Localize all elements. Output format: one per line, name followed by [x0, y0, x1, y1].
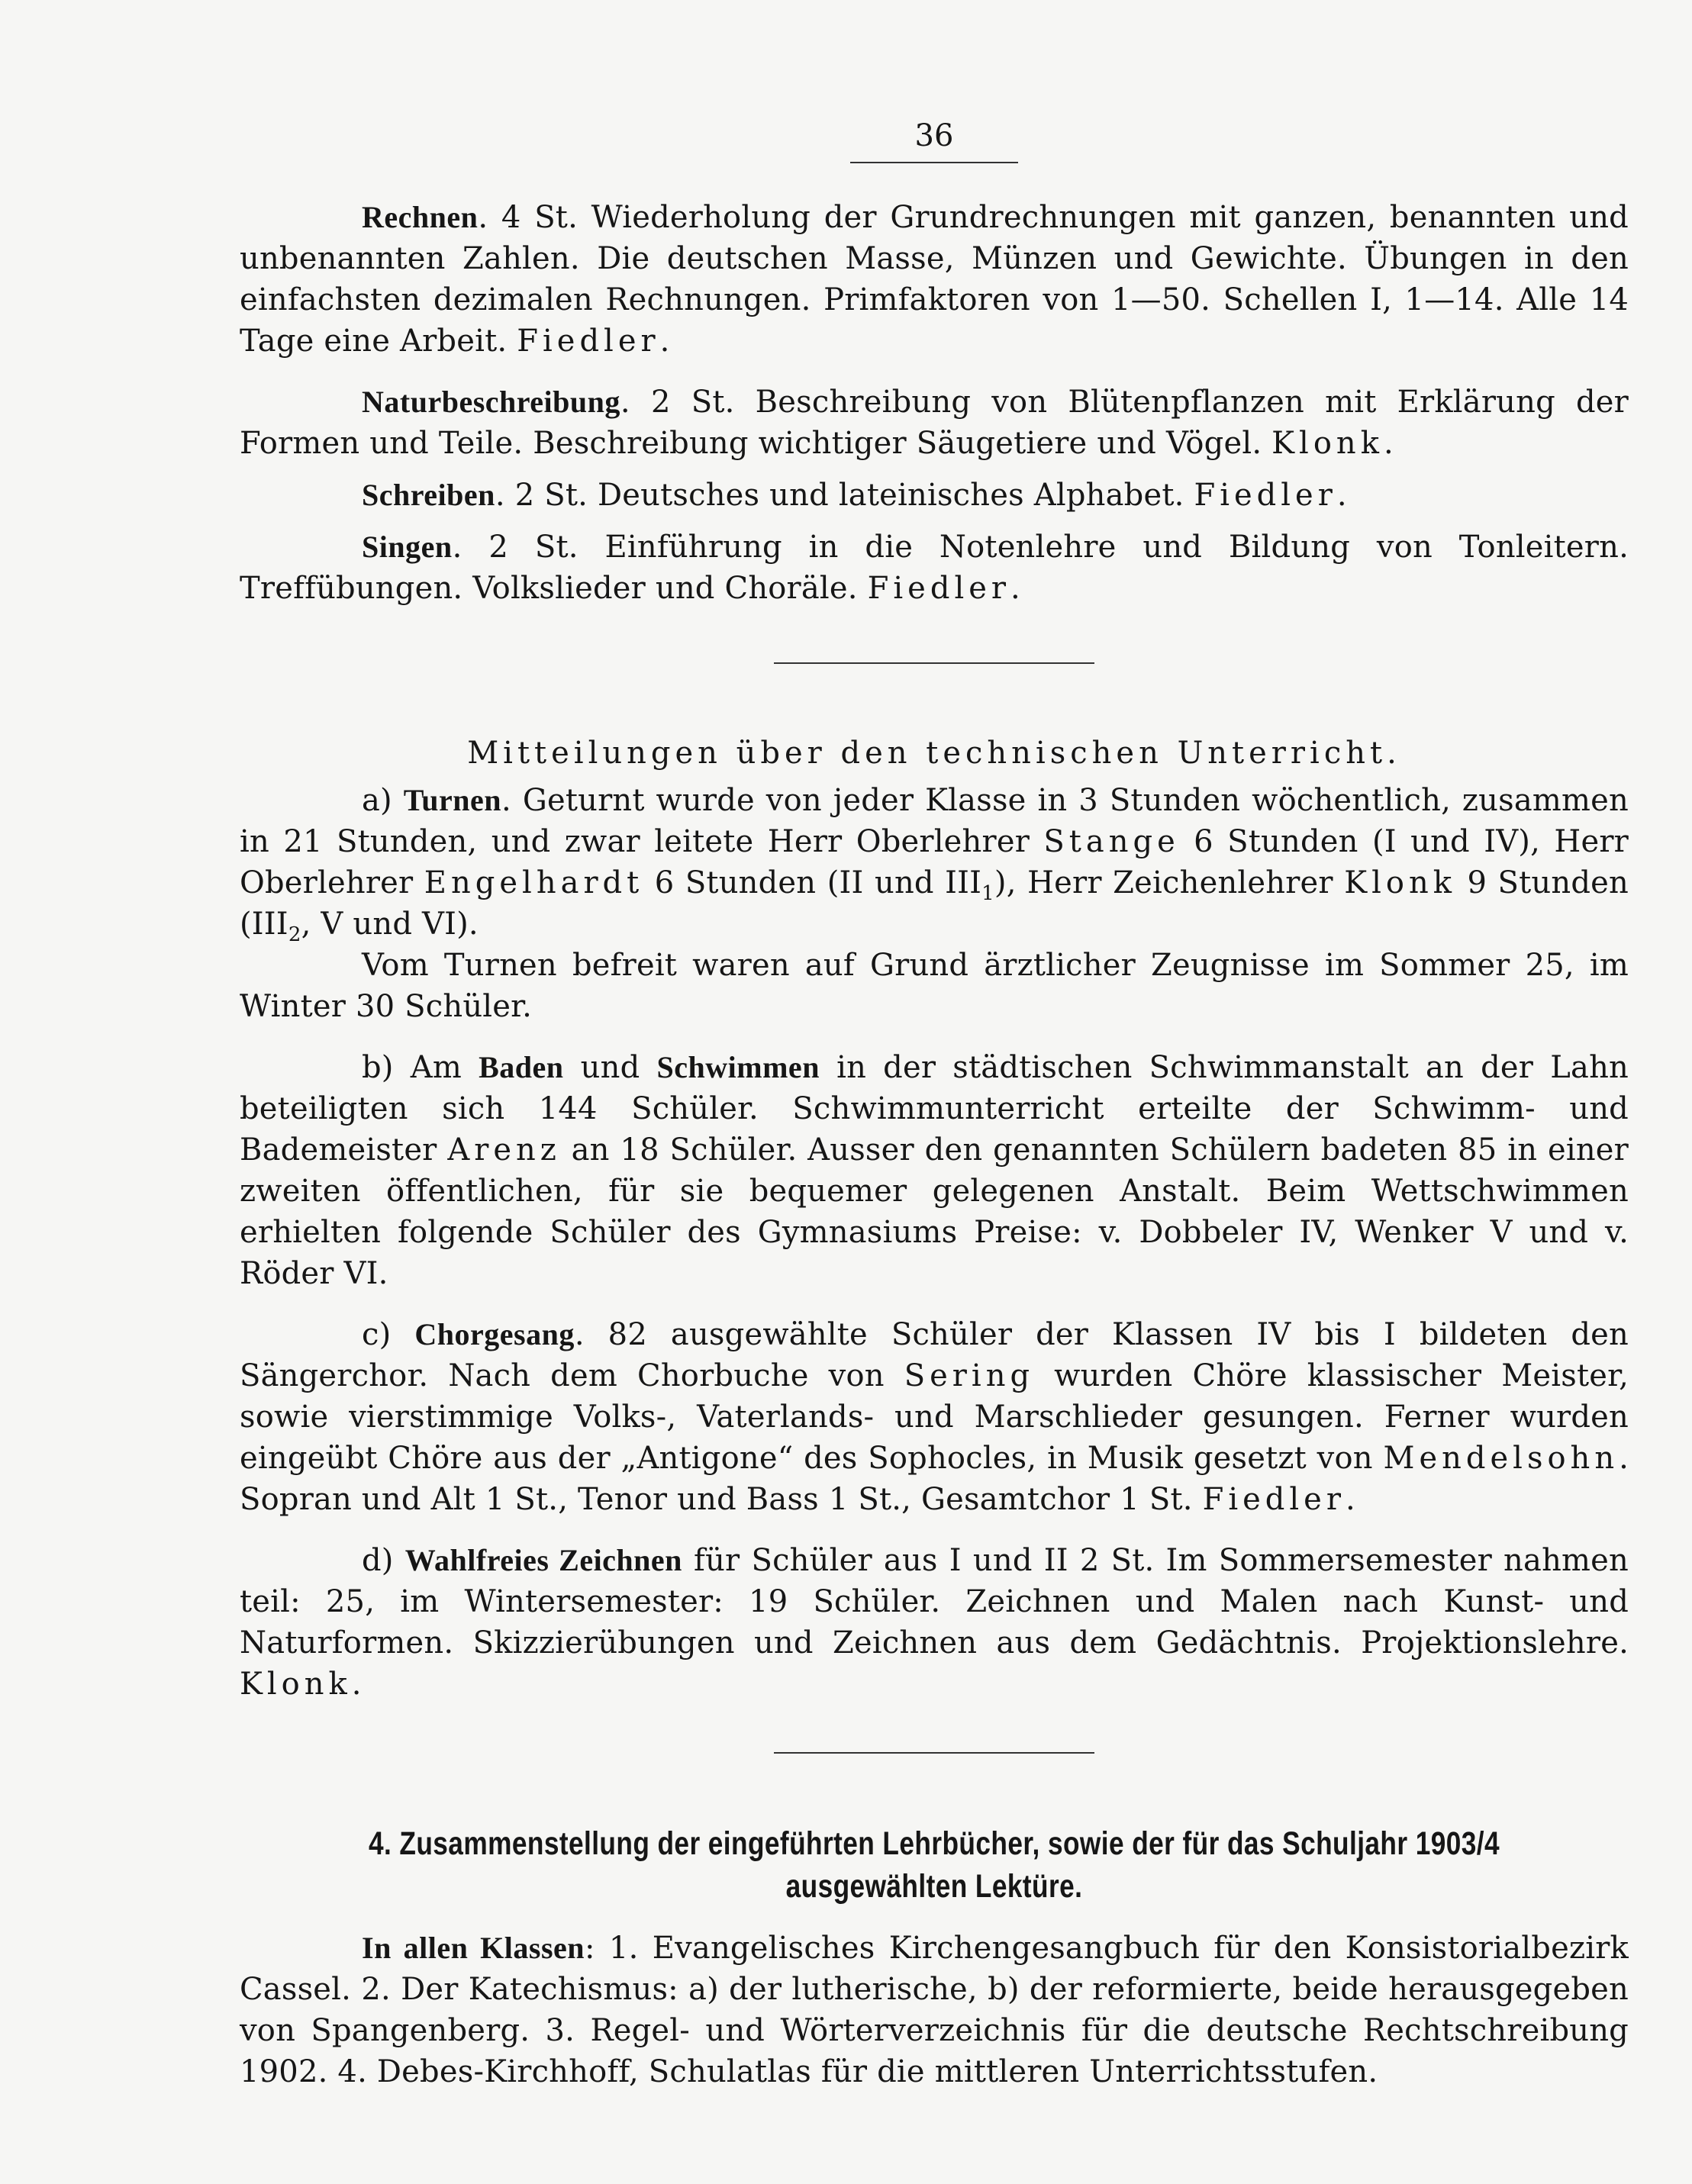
page-number: 36: [914, 118, 954, 153]
subject-text: . 4 St. Wiederholung der Grundrechnungen mit ganzen, benannten und unbenannten Zahlen. Die deutschen Masse, Münzen und Gewichte. Übungen in den einfachsten dezimalen Rechnungen. Primfaktoren von 1—50. Schellen I, 1—14. Alle 14 Tage eine Arbeit.: [240, 200, 1629, 359]
subject-text: . 2 St. Deutsches und lateinisches Alphabet.: [495, 478, 1194, 513]
subject-text: . 2 St. Einführung in die Notenlehre und Bildung von Tonleitern. Treffübungen. Volkslieder und Choräle.: [240, 530, 1629, 606]
paragraph-chorgesang: c) Chorgesang. 82 ausgewählte Schüler der Klassen IV bis I bildeten den Sängerchor. Nach dem Chorbuche von Sering wurden Chöre klassischer Meister, sowie vierstimmige Volks-, Vaterlands- und Marschlieder gesungen. Ferner wurden eingeübt Chöre aus der „Antigone“ des Sophocles, in Musik gesetzt von Mendelsohn. Sopran und Alt 1 St., Tenor und Bass 1 St., Gesamtchor 1 St. Fiedler.: [240, 1317, 1629, 1517]
subject-title: Chorgesang: [414, 1317, 575, 1351]
subject-schreiben: Schreiben. 2 St. Deutsches und lateinisches Alphabet. Fiedler.: [362, 478, 1347, 513]
section-4-title: 4. Zusammenstellung der eingeführten Lehrbücher, sowie der für das Schuljahr 1903/4 ausgewählten Lektüre.: [368, 1825, 1500, 1905]
subject-title: Turnen: [403, 783, 502, 817]
person-name: Sering: [904, 1358, 1035, 1393]
paragraph-turnen: a) Turnen. Geturnt wurde von jeder Klasse in 3 Stunden wöchentlich, zusammen in 21 Stunden, und zwar leitete Herr Oberlehrer Stange 6 Stunden (I und IV), Herr Oberlehrer Engelhardt 6 Stunden (II und $III_1$), Herr Zeichenlehrer Klonk 9 Stunden ($III_2$, V und VI).: [240, 783, 1629, 946]
teacher-name: Klonk: [240, 1667, 352, 1702]
document-page: [240, 114, 1629, 2092]
subject-title: Wahlfreies Zeichnen: [404, 1543, 682, 1577]
teacher-name: Fiedler: [1202, 1482, 1346, 1517]
teacher-name: Klonk: [1344, 865, 1456, 900]
section-divider: [774, 662, 1094, 664]
teacher-name: Klonk: [1271, 426, 1384, 461]
subject-text: . 2 St. Beschreibung von Blütenpflanzen mit Erklärung der Formen und Teile. Beschreibung wichtiger Säugetiere und Vögel.: [240, 385, 1629, 461]
subject-title: Naturbeschreibung: [362, 385, 620, 419]
subject-title: Baden: [479, 1050, 564, 1084]
technical-heading: Mitteilungen über den technischen Unterricht.: [467, 736, 1401, 771]
paragraph-schwimmen: b) Am Baden und Schwimmen in der städtischen Schwimmanstalt an der Lahn beteiligten sich 144 Schüler. Schwimmunterricht erteilte der Schwimm- und Bademeister Arenz an 18 Schüler. Ausser den genannten Schülern badeten 85 in einer zweiten öffentlichen, für sie bequemer gelegenen Anstalt. Beim Wettschwimmen erhielten folgende Schüler des Gymnasiums Preise: v. Dobbeler IV, Wenker V und v. Röder VI.: [240, 1050, 1629, 1291]
subject-title: Schreiben: [362, 478, 495, 512]
subject-title: Schwimmen: [656, 1050, 820, 1084]
subject-singen: Singen. 2 St. Einführung in die Notenlehre und Bildung von Tonleitern. Treffübungen. Volkslieder und Choräle. Fiedler.: [240, 530, 1629, 606]
subject-rechnen: Rechnen. 4 St. Wiederholung der Grundrechnungen mit ganzen, benannten und unbenannten Zahlen. Die deutschen Masse, Münzen und Gewichte. Übungen in den einfachsten dezimalen Rechnungen. Primfaktoren von 1—50. Schellen I, 1—14. Alle 14 Tage eine Arbeit. Fiedler.: [240, 200, 1629, 359]
teacher-name: Fiedler: [867, 571, 1011, 606]
teacher-name: Fiedler: [517, 324, 660, 359]
subject-title: In allen Klassen: [362, 1931, 585, 1965]
subject-title: Singen: [362, 530, 453, 564]
teacher-name: Arenz: [447, 1132, 561, 1168]
paragraph-turnen-befreit: Vom Turnen befreit waren auf Grund ärztlicher Zeugnisse im Sommer 25, im Winter 30 Schüler.: [240, 948, 1629, 1024]
paragraph-zeichnen: d) Wahlfreies Zeichnen für Schüler aus I und II 2 St. Im Sommersemester nahmen teil: 25, im Wintersemester: 19 Schüler. Zeichnen und Malen nach Kunst- und Naturformen. Skizzierübungen und Zeichnen aus dem Gedächtnis. Projektionslehre. Klonk.: [240, 1543, 1629, 1702]
teacher-name: Stange: [1043, 824, 1180, 859]
person-name: Mendelsohn: [1383, 1441, 1619, 1476]
header-rule: [850, 162, 1018, 163]
paragraph-lehrbuecher: In allen Klassen: 1. Evangelisches Kirchengesangbuch für den Konsistorialbezirk Cassel. 2. Der Katechismus: a) der lutherische, b) der reformierte, beide herausgegeben von Spangenberg. 3. Regel- und Wörterverzeichnis für die deutsche Rechtschreibung 1902. 4. Debes-Kirchhoff, Schulatlas für die mittleren Unterrichtsstufen.: [240, 1931, 1629, 2089]
section-divider: [774, 1752, 1094, 1754]
subject-naturbeschreibung: Naturbeschreibung. 2 St. Beschreibung von Blütenpflanzen mit Erklärung der Formen und Teile. Beschreibung wichtiger Säugetiere und Vögel. Klonk.: [240, 385, 1629, 461]
subject-title: Rechnen: [362, 200, 479, 234]
teacher-name: Engelhardt: [424, 865, 644, 900]
teacher-name: Fiedler: [1194, 478, 1337, 513]
